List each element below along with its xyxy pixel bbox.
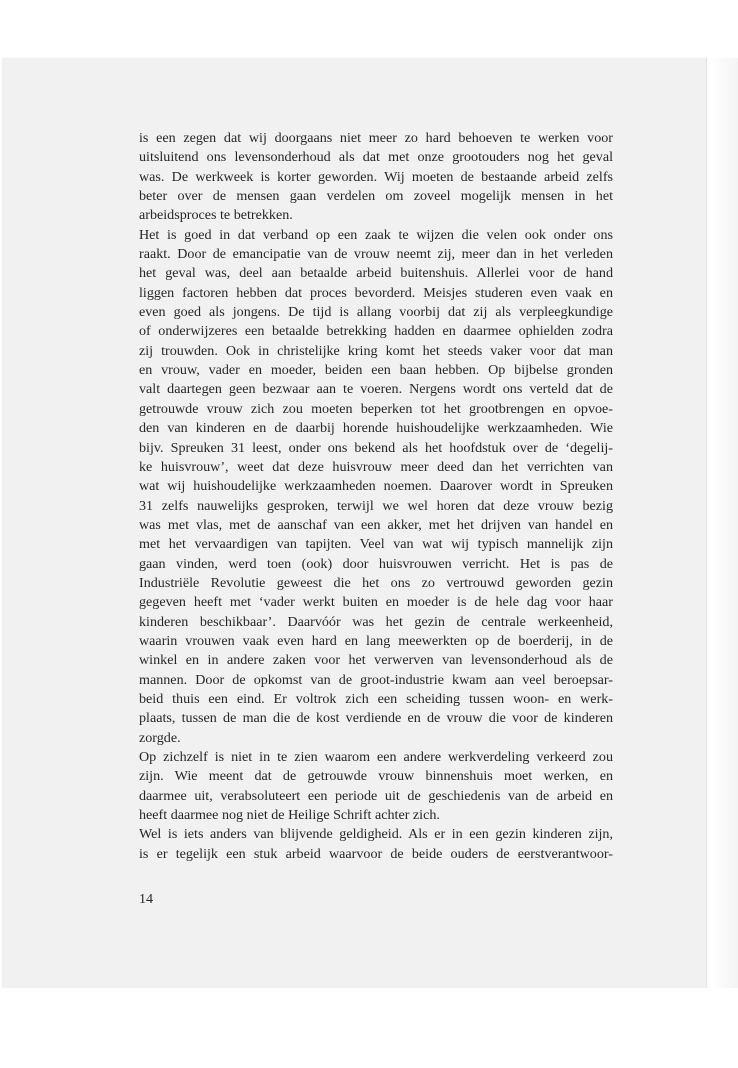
text-line: arbeidsproces te betrekken. [139, 207, 293, 224]
text-line: was. De werkweek is korter geworden. Wij moeten de bestaande arbeid zelfs [139, 168, 613, 185]
text-line: den van kinderen en de daarbij horende huishoudelijke werkzaamheden. Wie [139, 420, 613, 437]
text-line: zij trouwden. Ook in christelijke kring komt het steeds vaker voor dat man [139, 342, 613, 359]
text-line: 31 zelfs nauwelijks gesproken, terwijl we wel horen dat deze vrouw bezig [139, 497, 613, 514]
text-line: beter over de mensen gaan verdelen om zoveel mogelijk mensen in het [139, 188, 613, 205]
text-line: ke huisvrouw’, weet dat deze huisvrouw meer deed dan het verrichten van [139, 458, 613, 475]
text-line: plaats, tussen de man die de kost verdiende en de vrouw die voor de kinderen [139, 710, 613, 727]
text-line: of onderwijzeres een betaalde betrekking hadden en daarmee ophielden zodra [139, 323, 613, 340]
text-line: raakt. Door de emancipatie van de vrouw neemt zij, meer dan in het verleden [139, 246, 613, 263]
text-line: is een zegen dat wij doorgaans niet meer zo hard behoeven te werken voor [139, 130, 613, 146]
text-line: winkel en in andere zaken voor het verwerven van levensonderhoud als de [139, 652, 613, 669]
text-line: liggen factoren hebben dat proces bevorderd. Meisjes studeren even vaak en [139, 284, 613, 301]
text-line: beid thuis een eind. Er voltrok zich een scheiding tussen woon- en werk- [139, 690, 613, 707]
text-line: gaan vinden, werd toen (ook) door huisvrouwen verricht. Het is pas de [139, 555, 613, 572]
text-line: zijn. Wie meent dat de getrouwde vrouw binnenshuis moet werken, en [139, 768, 613, 785]
text-line: en vrouw, vader en moeder, beiden een baan hebben. Op bijbelse gronden [139, 362, 613, 379]
text-line: Op zichzelf is niet in te zien waarom een andere werkverdeling verkeerd zou [139, 749, 613, 765]
text-line: was met vlas, met de aanschaf van een akker, met het drijven van handel en [139, 516, 613, 533]
text-line: kinderen beschikbaar’. Daarvóór was het gezin de centrale werkeenheid, [139, 613, 613, 630]
text-line: Industriële Revolutie geweest die het ons zo vertrouwd geworden gezin [139, 574, 613, 591]
text-line: met het vervaardigen van tapijten. Veel van wat wij typisch mannelijk zijn [139, 536, 613, 553]
text-line: Wel is iets anders van blijvende geldigheid. Als er in een gezin kinderen zijn, [139, 826, 613, 843]
text-line: uitsluitend ons levensonderhoud als dat met onze grootouders nog het geval [139, 149, 613, 166]
text-line: bijv. Spreuken 31 leest, onder ons bekend als het hoofdstuk over de ‘degelij- [139, 439, 613, 456]
text-line: heeft daarmee nog niet de Heilige Schrift achter zich. [139, 807, 440, 824]
text-line: mannen. Door de opkomst van de groot-industrie kwam aan veel beroepsar- [139, 671, 613, 688]
body-text [139, 129, 613, 864]
text-line: waarin vrouwen vaak even hard en lang meewerkten op de boerderij, in de [139, 632, 613, 649]
page-number: 14 [139, 891, 154, 907]
text-line: wat wij huishoudelijke werkzaamheden noemen. Daarover wordt in Spreuken [139, 478, 613, 495]
text-line: even goed als jongens. De tijd is allang voorbij dat zij als verpleegkundige [139, 304, 613, 321]
text-line: daarmee uit, verabsoluteert een periode uit de geschiedenis van de arbeid en [139, 787, 613, 804]
text-line: Het is goed in dat verband op een zaak te wijzen die velen ook onder ons [139, 226, 613, 243]
text-line: gegeven heeft met ‘vader werkt buiten en moeder is de hele dag voor haar [139, 594, 613, 611]
page-edge-line [706, 58, 707, 988]
text-line: valt daartegen geen bezwaar aan te voeren. Nergens wordt ons verteld dat de [139, 381, 613, 398]
page-edge [706, 58, 738, 988]
text-line: het geval was, deel aan betaalde arbeid buitenshuis. Allerlei voor de hand [139, 265, 613, 282]
text-line: is er tegelijk een stuk arbeid waarvoor de beide ouders de eerstverantwoor- [139, 845, 613, 862]
text-line: zorgde. [139, 729, 181, 746]
text-line: getrouwde vrouw zich zou moeten beperken tot het grootbrengen en opvoe- [139, 400, 613, 417]
